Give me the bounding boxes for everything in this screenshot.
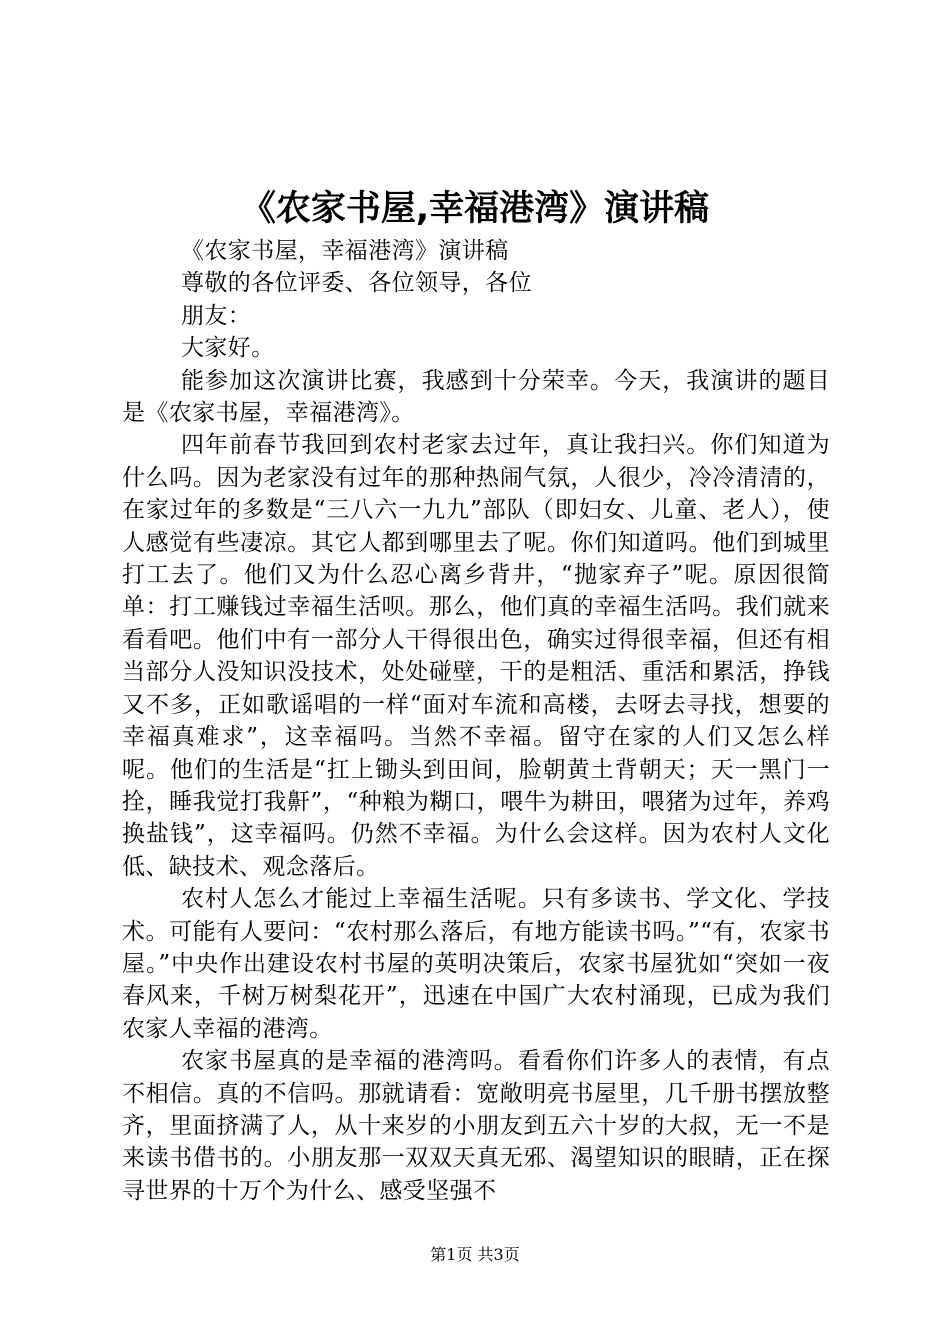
body-paragraph-greeting: 大家好。 <box>181 335 275 362</box>
body-paragraph: 农村人怎么才能过上幸福生活呢。只有多读书、学文化、学技术。可能有人要问：“农村那么落后，有地方能读书吗。”“有，农家书屋。”中央作出建设农村书屋的英明决策后，农家书屋犹如“突如一夜春风来，千树万树梨花开”，迅速在中国广大农村涌现，已成为我们农家人幸福的港湾。 <box>122 886 830 1042</box>
body-paragraph-salutation: 尊敬的各位评委、各位领导，各位 <box>181 270 532 297</box>
body-paragraph: 四年前春节我回到农村老家去过年，真让我扫兴。你们知道为什么吗。因为老家没有过年的那种热闹气氛，人很少，冷冷清清的，在家过年的多数是“三八六一九九”部队（即妇女、儿童、老人），使人感觉有些凄凉。其它人都到哪里去了呢。你们知道吗。他们到城里打工去了。他们又为什么忍心离乡背井，“抛家弃子”呢。原因很简单：打工赚钱过幸福生活呗。那么，他们真的幸福生活吗。我们就来看看吧。他们中有一部分人干得很出色，确实过得很幸福，但还有相当部分人没知识没技术，处处碰壁，干的是粗活、重活和累活，挣钱又不多，正如歌谣唱的一样“面对车流和高楼，去呀去寻找，想要的幸福真难求”，这幸福吗。当然不幸福。留守在家的人们又怎么样呢。他们的生活是“扛上锄头到田间，脸朝黄土背朝天；天一黑门一拴，睡我觉打我鼾”，“种粮为糊口，喂牛为耕田，喂猪为过年，养鸡换盐钱”，这幸福吗。仍然不幸福。为什么会这样。因为农村人文化低、缺技术、观念落后。 <box>122 432 830 880</box>
body-paragraph-heading: 《农家书屋，幸福港湾》演讲稿 <box>181 238 509 264</box>
body-paragraph: 农家书屋真的是幸福的港湾吗。看看你们许多人的表情，有点不相信。真的不信吗。那就请看：宽敞明亮书屋里，几千册书摆放整齐，里面挤满了人，从十来岁的小朋友到五六十岁的大叔，无一不是来读书借书的。小朋友那一双双天真无邪、渴望知识的眼睛，正在探寻世界的十万个为什么、感受坚强不 <box>122 1048 830 1204</box>
document-title: 《农家书屋,幸福港湾》演讲稿 <box>240 189 710 229</box>
document-body <box>122 235 830 1207</box>
page-footer: 第1页 共3页 <box>430 1245 520 1264</box>
body-paragraph: 能参加这次演讲比赛，我感到十分荣幸。今天，我演讲的题目是《农家书屋，幸福港湾》。 <box>122 367 830 427</box>
body-paragraph-salutation-cont: 朋友： <box>181 302 252 329</box>
